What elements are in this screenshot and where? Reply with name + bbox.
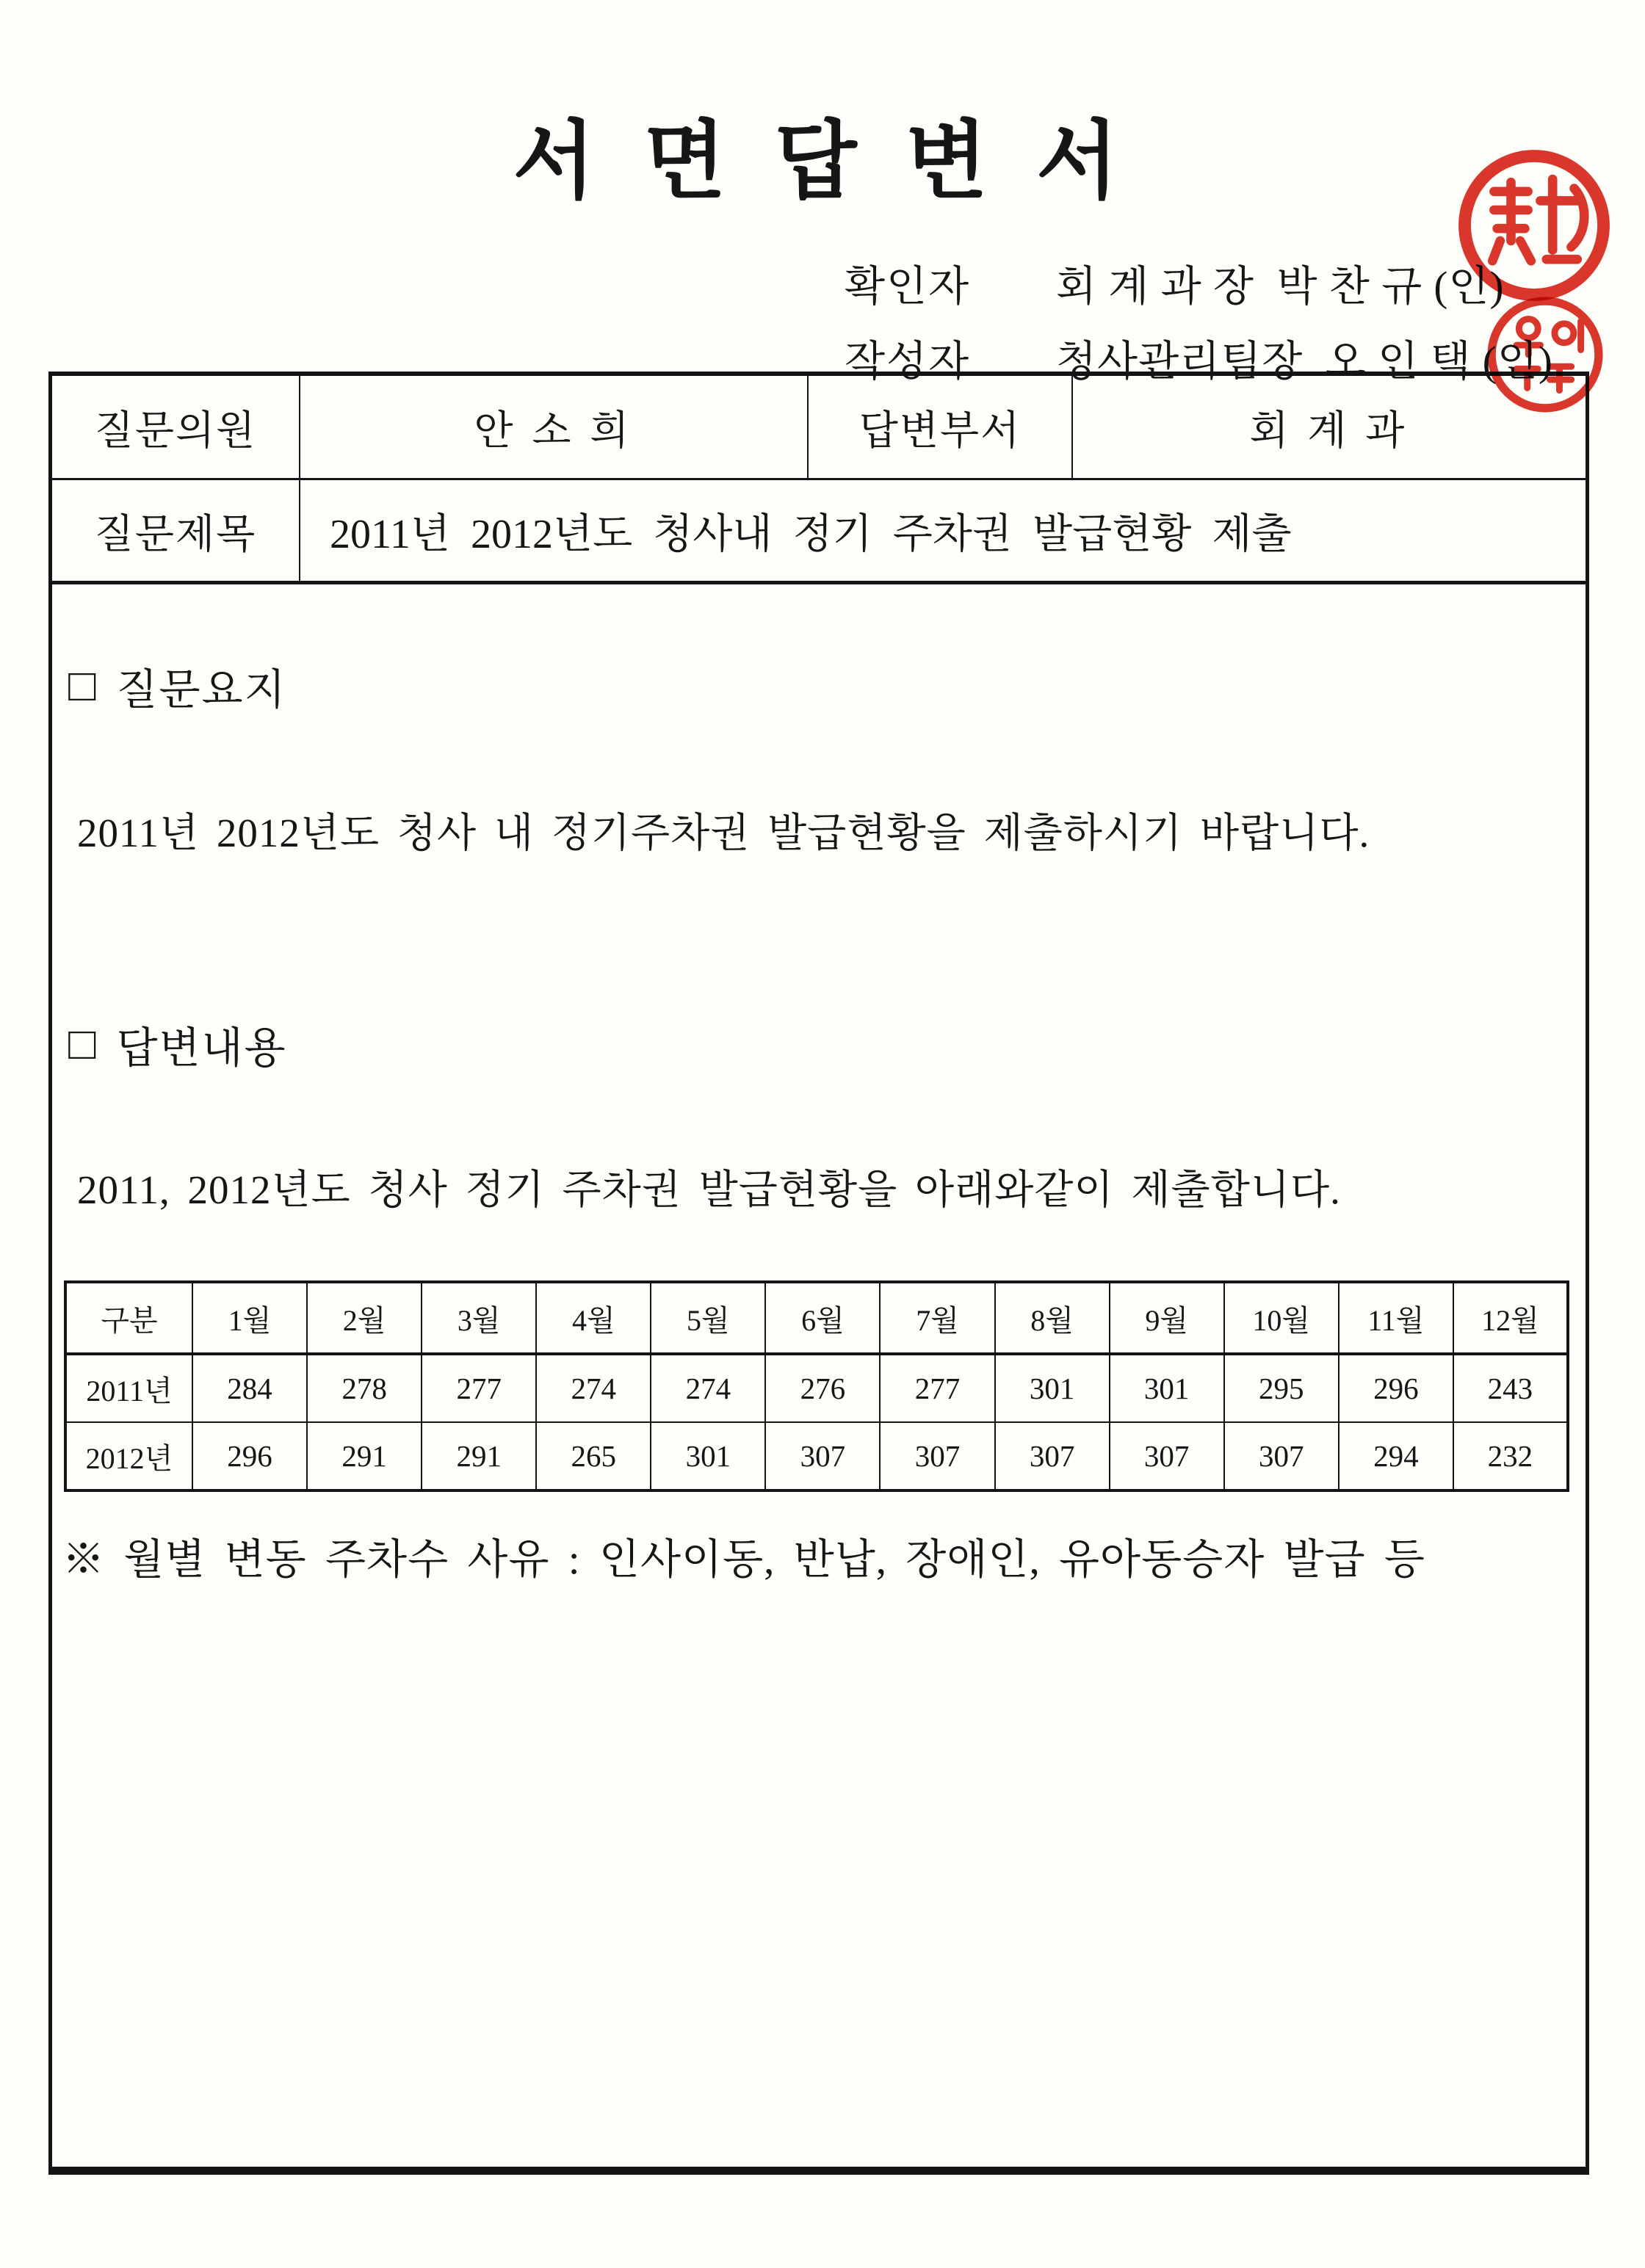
confirmer-seal <box>1456 148 1613 302</box>
table-header-cell: 7월 <box>880 1282 994 1354</box>
table-header-cell: 4월 <box>536 1282 651 1354</box>
table-cell: 265 <box>536 1422 651 1490</box>
section-box-icon: □ <box>68 1019 98 1069</box>
table-cell: 296 <box>1339 1354 1453 1422</box>
seal-icon <box>1456 148 1613 302</box>
table-header-cell: 6월 <box>765 1282 880 1354</box>
parking-data-table <box>64 1280 1569 1492</box>
author-name: 청사관리팀장 오 인 택 (인) <box>1056 338 1553 385</box>
question-member-label: 질문의원 <box>52 376 300 478</box>
info-row-title <box>52 480 1586 584</box>
row-label-2011: 2011년 <box>65 1354 192 1422</box>
question-title-value: 2011년 2012년도 청사내 정기 주차권 발급현황 제출 <box>330 511 1292 557</box>
table-cell: 291 <box>422 1422 536 1490</box>
answer-content-body: 2011, 2012년도 청사 정기 주차권 발급현황을 아래와같이 제출합니다. <box>77 1167 1341 1212</box>
confirmer-line <box>845 245 1553 320</box>
confirmer-name: 회 계 과 장 박 찬 규 (인) <box>1056 264 1505 310</box>
row-label-2012: 2012년 <box>65 1422 192 1490</box>
table-cell: 278 <box>307 1354 422 1422</box>
author-label: 작성자 <box>845 338 971 385</box>
table-header-cell: 10월 <box>1224 1282 1339 1354</box>
info-row-member <box>52 376 1586 480</box>
table-cell: 284 <box>192 1354 307 1422</box>
question-summary-body: 2011년 2012년도 청사 내 정기주차권 발급현황을 제출하시기 바랍니다. <box>77 811 1370 855</box>
question-summary-heading-text: 질문요지 <box>116 666 287 714</box>
document-title: 서 면 답 변 서 <box>513 115 1132 209</box>
confirmer-label: 확인자 <box>845 264 971 310</box>
table-cell: 277 <box>880 1354 994 1422</box>
table-cell: 294 <box>1339 1422 1453 1490</box>
table-header-cell: 1월 <box>192 1282 307 1354</box>
footnote: ※ 월별 변동 주차수 사유 : 인사이동, 반납, 장애인, 유아동승자 발급 등 <box>62 1537 1425 1583</box>
table-cell: 243 <box>1453 1354 1568 1422</box>
question-member-value: 안 소 희 <box>300 376 809 478</box>
table-header-cell: 3월 <box>422 1282 536 1354</box>
main-form-box <box>48 372 1589 2175</box>
table-cell: 307 <box>765 1422 880 1490</box>
table-header-cell: 구분 <box>65 1282 192 1354</box>
table-row-2011 <box>65 1354 1568 1422</box>
author-seal <box>1482 295 1608 414</box>
table-cell: 295 <box>1224 1354 1339 1422</box>
table-cell: 307 <box>880 1422 994 1490</box>
table-cell: 301 <box>651 1422 765 1490</box>
table-cell: 274 <box>536 1354 651 1422</box>
table-cell: 296 <box>192 1422 307 1490</box>
table-cell: 291 <box>307 1422 422 1490</box>
table-header-cell: 9월 <box>1110 1282 1224 1354</box>
question-title-label: 질문제목 <box>52 480 300 581</box>
table-cell: 276 <box>765 1354 880 1422</box>
table-cell: 307 <box>1110 1422 1224 1490</box>
section-box-icon: □ <box>68 661 98 711</box>
table-header-cell: 8월 <box>995 1282 1110 1354</box>
answer-dept-value: 회 계 과 <box>1249 408 1409 453</box>
table-cell: 274 <box>651 1354 765 1422</box>
table-cell: 232 <box>1453 1422 1568 1490</box>
table-cell: 277 <box>422 1354 536 1422</box>
form-content-area <box>52 584 1586 2167</box>
table-header-cell: 11월 <box>1339 1282 1453 1354</box>
table-header-cell: 5월 <box>651 1282 765 1354</box>
table-header-cell: 2월 <box>307 1282 422 1354</box>
table-header-row <box>65 1282 1568 1354</box>
table-cell: 301 <box>995 1354 1110 1422</box>
table-header-cell: 12월 <box>1453 1282 1568 1354</box>
seal-icon <box>1482 295 1608 414</box>
answer-content-heading <box>68 1013 287 1075</box>
table-cell: 307 <box>995 1422 1110 1490</box>
table-cell: 307 <box>1224 1422 1339 1490</box>
answer-content-heading-text: 답변내용 <box>116 1024 287 1072</box>
table-row-2012 <box>65 1422 1568 1490</box>
table-cell: 301 <box>1110 1354 1224 1422</box>
question-summary-heading <box>68 655 287 717</box>
answer-dept-label: 답변부서 <box>809 376 1073 478</box>
